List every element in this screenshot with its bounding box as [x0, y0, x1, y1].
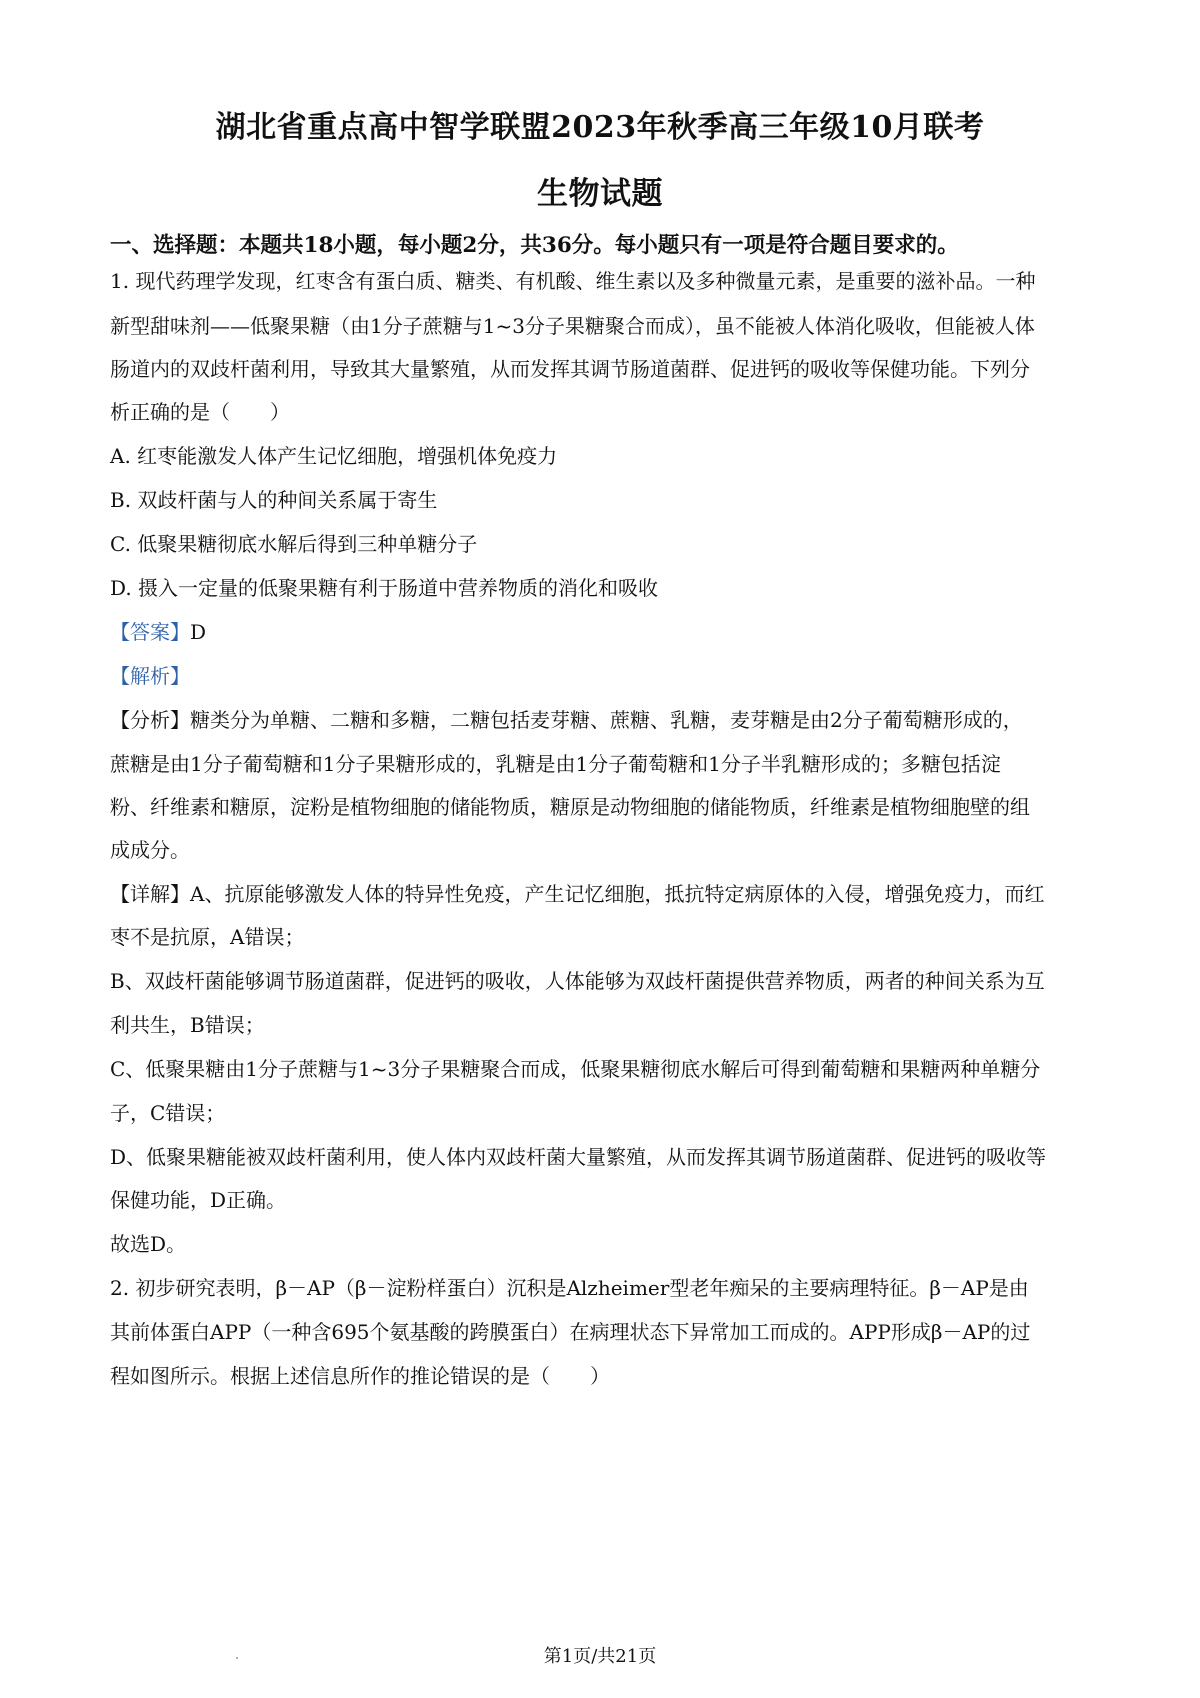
detail-line: 枣不是抗原，A错误；: [110, 925, 305, 949]
detail-line: 故选D。: [110, 1232, 187, 1256]
answer-label: 【答案】: [110, 620, 190, 644]
detail-line: 子，C错误；: [110, 1101, 226, 1125]
q1-option-a: A. 红枣能激发人体产生记忆细胞，增强机体免疫力: [110, 444, 558, 468]
analysis-line: 成成分。: [110, 838, 190, 862]
detail-line: 【详解】A、抗原能够激发人体的特异性免疫，产生记忆细胞，抵抗特定病原体的入侵，增强免疫力，而红: [110, 882, 1045, 906]
q1-answer: [110, 617, 1100, 647]
answer-value: D: [190, 620, 207, 644]
section-heading: 一、选择题：本题共18小题，每小题2分，共36分。每小题只有一项是符合题目要求的。: [110, 233, 959, 258]
exam-subject: 生物试题: [537, 176, 663, 212]
q2-stem-line: 程如图所示。根据上述信息所作的推论错误的是（ ）: [110, 1364, 610, 1388]
q2-stem-line: 2. 初步研究表明，β－AP（β－淀粉样蛋白）沉积是Alzheimer型老年痴呆的主要病理特征。β－AP是由: [110, 1276, 1029, 1300]
detail-line: C、低聚果糖由1分子蔗糖与1~3分子果糖聚合而成，低聚果糖彻底水解后可得到葡萄糖和果糖两种单糖分: [110, 1057, 1041, 1081]
q1-option-d: D. 摄入一定量的低聚果糖有利于肠道中营养物质的消化和吸收: [110, 576, 659, 600]
detail-line: D、低聚果糖能被双歧杆菌利用，使人体内双歧杆菌大量繁殖，从而发挥其调节肠道菌群、促进钙的吸收等: [110, 1145, 1047, 1169]
detail-line: B、双歧杆菌能够调节肠道菌群，促进钙的吸收，人体能够为双歧杆菌提供营养物质，两者的种间关系为互: [110, 969, 1045, 993]
q1-stem-line: 新型甜味剂——低聚果糖（由1分子蔗糖与1~3分子果糖聚合而成），虽不能被人体消化吸收，但能被人体: [110, 314, 1035, 338]
analysis-label: 【解析】: [110, 664, 190, 688]
analysis-line: 【分析】糖类分为单糖、二糖和多糖，二糖包括麦芽糖、蔗糖、乳糖，麦芽糖是由2分子葡萄糖形成的，: [110, 708, 1023, 732]
page-number: 第1页/共21页: [543, 1646, 657, 1667]
analysis-line: 蔗糖是由1分子葡萄糖和1分子果糖形成的，乳糖是由1分子葡萄糖和1分子半乳糖形成的；多糖包括淀: [110, 752, 1001, 776]
q1-stem-line: 析正确的是（ ）: [110, 400, 290, 424]
q2-stem-line: 其前体蛋白APP（一种含695个氨基酸的跨膜蛋白）在病理状态下异常加工而成的。APP形成β－AP的过: [110, 1320, 1031, 1344]
q1-stem-line: 肠道内的双歧杆菌利用，导致其大量繁殖，从而发挥其调节肠道菌群、促进钙的吸收等保健功能。下列分: [110, 357, 1030, 381]
q1-option-b: B. 双歧杆菌与人的种间关系属于寄生: [110, 488, 438, 512]
q1-stem-line: 1. 现代药理学发现，红枣含有蛋白质、糖类、有机酸、维生素以及多种微量元素，是重要的滋补品。一种: [110, 269, 1036, 293]
detail-line: 保健功能，D正确。: [110, 1188, 287, 1212]
exam-title: 湖北省重点高中智学联盟2023年秋季高三年级10月联考: [215, 110, 985, 145]
detail-line: 利共生，B错误；: [110, 1013, 265, 1037]
q1-option-c: C. 低聚果糖彻底水解后得到三种单糖分子: [110, 532, 478, 556]
analysis-line: 粉、纤维素和糖原，淀粉是植物细胞的储能物质，糖原是动物细胞的储能物质，纤维素是植物细胞壁的组: [110, 795, 1030, 819]
